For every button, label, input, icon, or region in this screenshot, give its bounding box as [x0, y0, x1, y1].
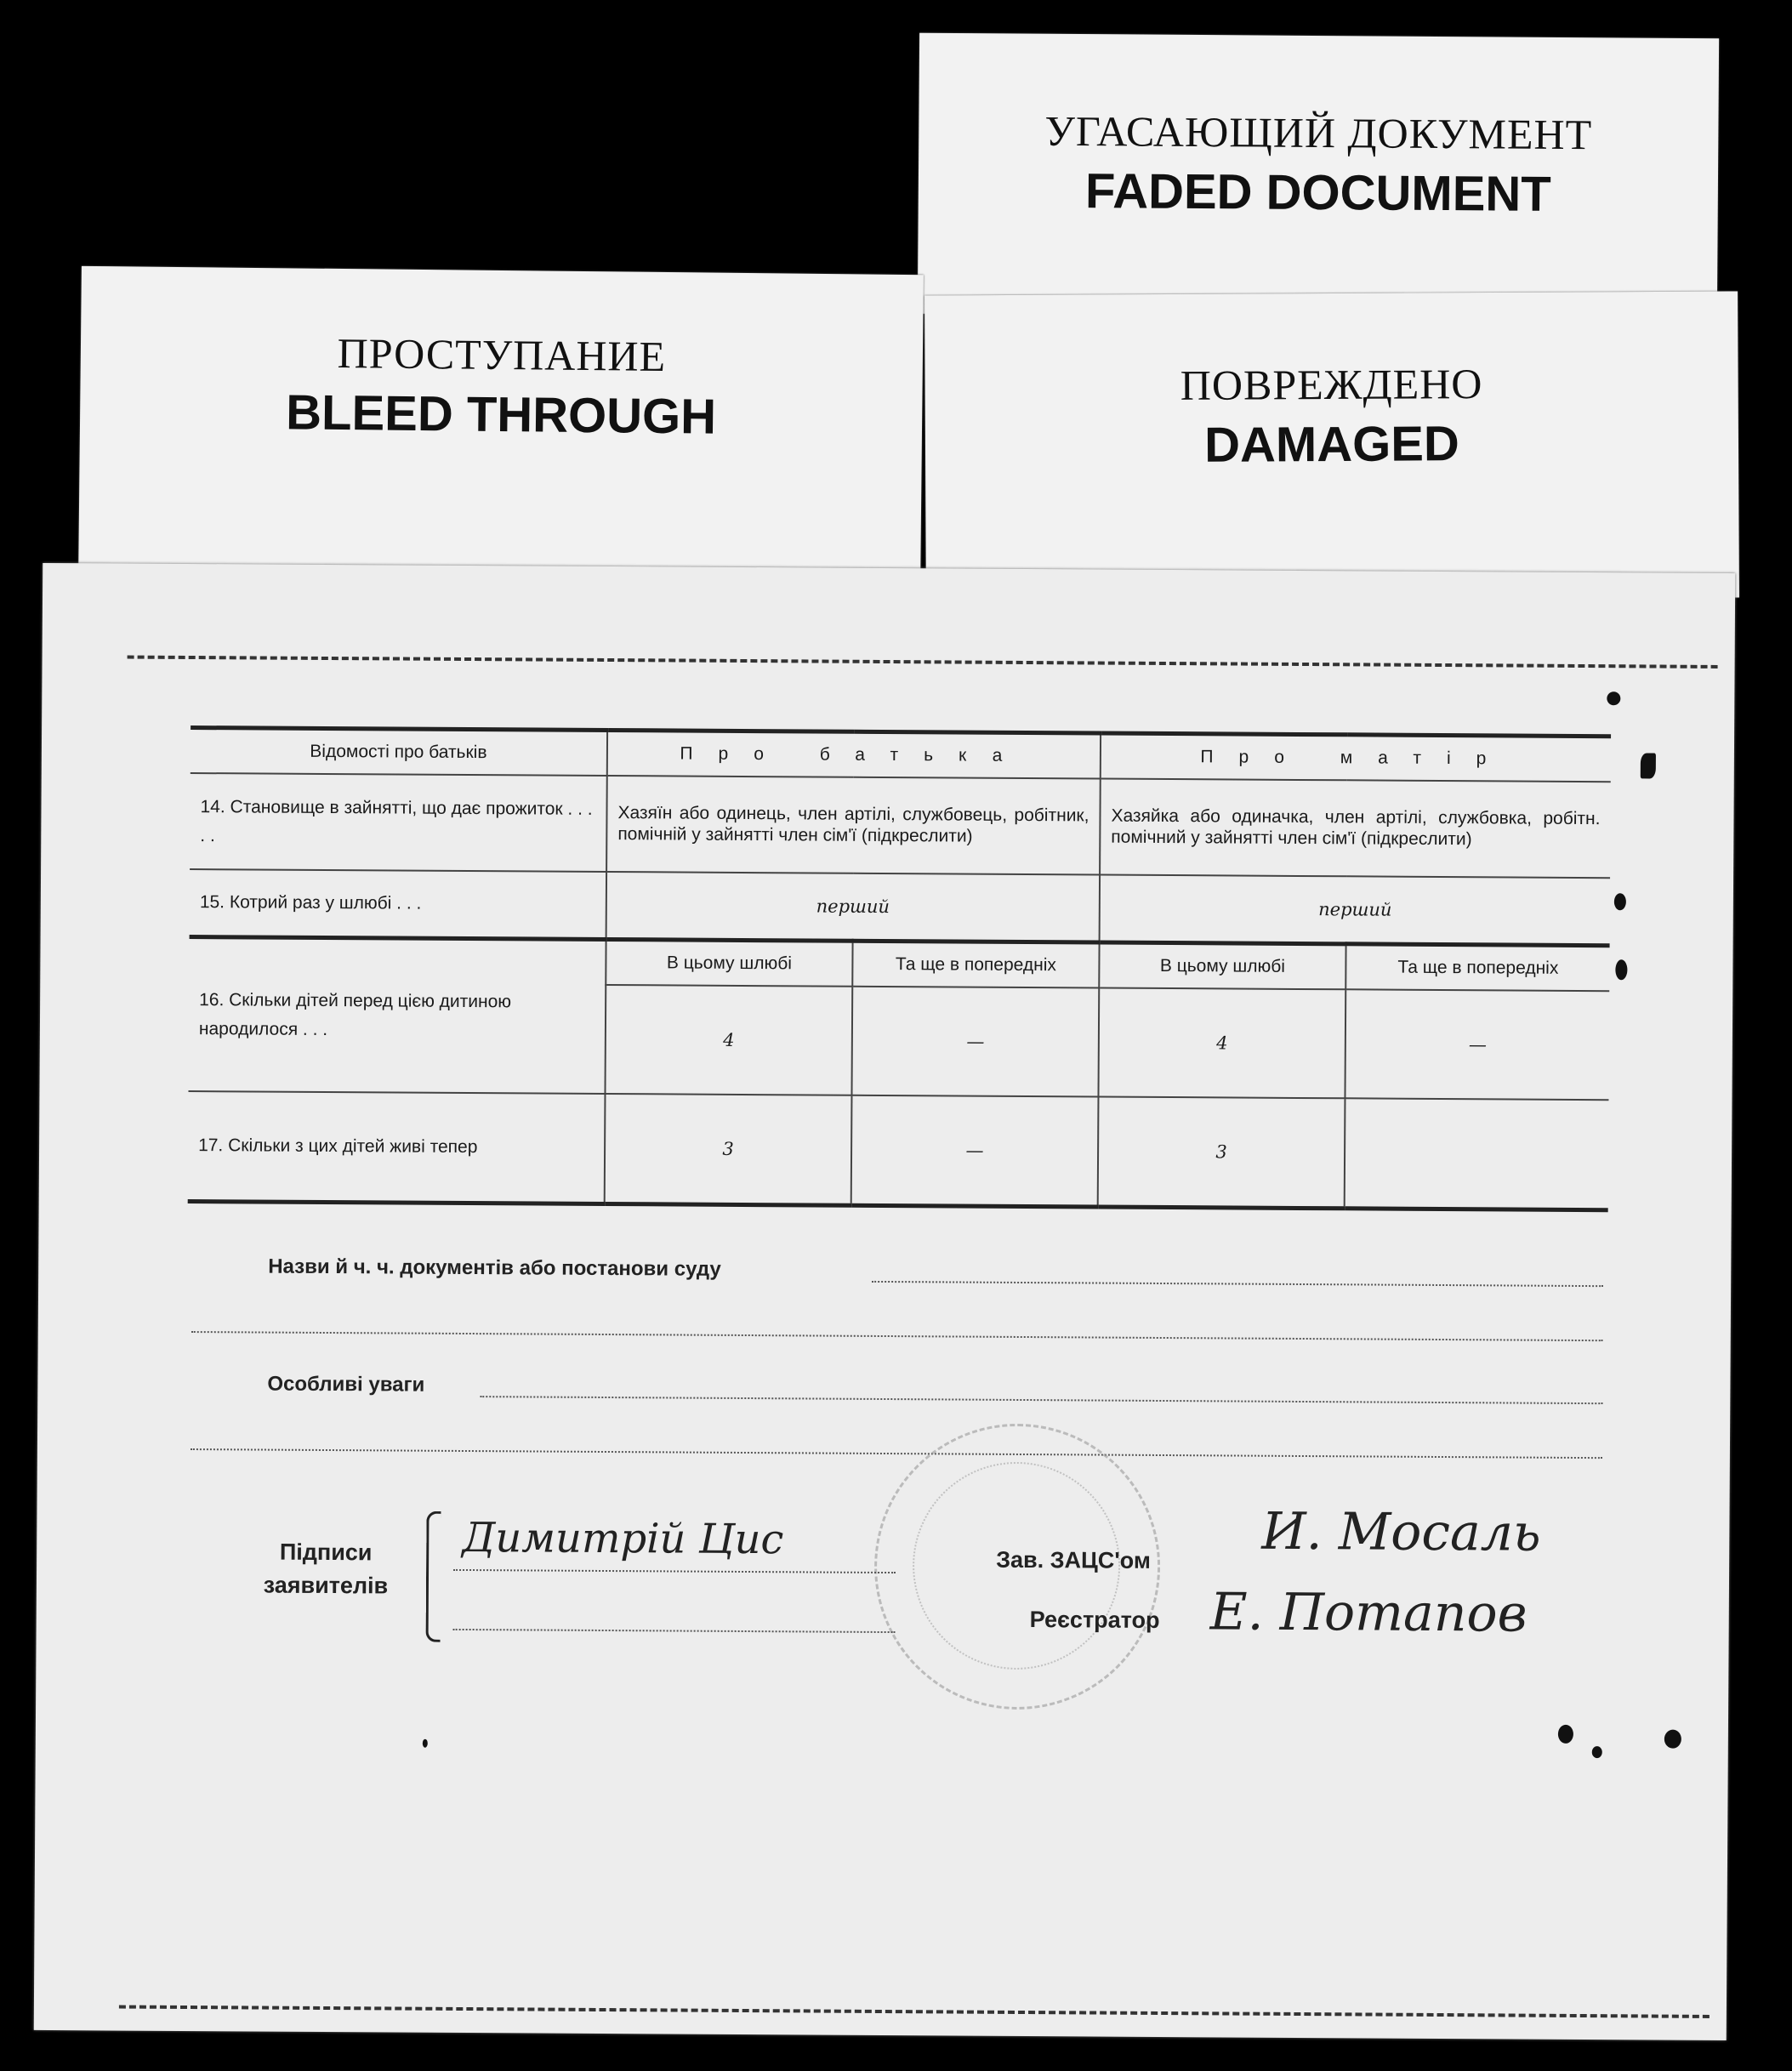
head-signature: И. Мосаль — [1261, 1501, 1541, 1563]
sub-mother-prev: Та ще в попередніх — [1345, 944, 1609, 991]
damaged-ru: ПОВРЕЖДЕНО — [1180, 360, 1483, 409]
row17-father-prev: — — [851, 1095, 1099, 1207]
row14-label: 14. Становище в зайнятті, що дає прожиток . . . . . — [190, 773, 607, 872]
row16-father-this: 4 — [605, 985, 852, 1095]
head-label: Зав. ЗАЦС'ом — [996, 1546, 1151, 1573]
row17-mother-this: 3 — [1098, 1097, 1345, 1209]
bleed-through-ru: ПРОСТУПАНИЕ — [337, 328, 667, 381]
row14-mother-options: Хазяйка або одиначка, член артілі, службовка, робітн. помічний у зайнятті член сім'ї (підкреслити) — [1100, 779, 1611, 879]
registrar-label: Реєстратор — [1029, 1607, 1160, 1633]
applicant-signature: Димитрій Цис — [462, 1513, 784, 1564]
notes-line-2 — [191, 1448, 1602, 1459]
row16-mother-this: 4 — [1098, 988, 1345, 1099]
parents-info-table — [188, 725, 1611, 1212]
row15-father-value: перший — [606, 872, 1100, 942]
sub-father-this: В цьому шлюбі — [606, 939, 852, 986]
documents-line-1 — [872, 1281, 1603, 1287]
faded-document-ru: УГАСАЮЩИЙ ДОКУМЕНТ — [1044, 106, 1593, 159]
notes-label: Особливі уваги — [267, 1372, 425, 1397]
documents-label: Назви й ч. ч. документів або постанови суду — [268, 1255, 721, 1281]
bleed-through-card — [78, 266, 924, 589]
applicant-line-2 — [453, 1629, 896, 1633]
row15-label: 15. Котрий раз у шлюбі . . . — [190, 869, 606, 939]
row15-mother-value: перший — [1100, 875, 1610, 946]
applicants-brace — [426, 1511, 441, 1642]
damaged-en: DAMAGED — [1203, 416, 1459, 473]
bleed-through-en: BLEED THROUGH — [285, 384, 717, 445]
perforation-top — [128, 656, 1718, 669]
notes-line-1 — [480, 1396, 1602, 1404]
faded-document-en: FADED DOCUMENT — [1084, 163, 1551, 222]
row17-father-this: 3 — [605, 1094, 852, 1205]
documents-line-2 — [191, 1331, 1603, 1341]
row16-father-prev: — — [851, 987, 1099, 1097]
damage-blot — [1592, 1746, 1602, 1758]
row17-label: 17. Скільки з цих дітей живі тепер — [188, 1091, 606, 1203]
header-father: Про батька — [607, 730, 1101, 778]
row16-label: 16. Скільки дітей перед цією дитиною народилося . . . — [188, 936, 606, 1093]
header-parents: Відомості про батьків — [191, 728, 607, 776]
registrar-signature: Е. Потапов — [1209, 1582, 1527, 1644]
applicant-line-1 — [453, 1569, 896, 1573]
damage-blot — [423, 1739, 428, 1748]
damage-blot — [1641, 753, 1656, 778]
damage-blot — [1664, 1730, 1681, 1749]
faded-document-card — [918, 33, 1719, 320]
row17-mother-prev — [1345, 1098, 1609, 1209]
header-mother: Про матір — [1101, 733, 1611, 782]
sub-father-prev: Та ще в попередніх — [852, 941, 1099, 987]
damage-blot — [1614, 893, 1626, 910]
perforation-bottom — [119, 2006, 1710, 2018]
applicants-label: Підписи заявителів — [263, 1539, 389, 1599]
damage-blot — [1607, 691, 1620, 705]
damage-blot — [1615, 959, 1627, 980]
damaged-card — [924, 291, 1739, 601]
sub-mother-this: В цьому шлюбі — [1099, 942, 1345, 989]
row14-father-options: Хазяїн або одинець, член артілі, службовець, робітник, помічній у зайнятті член сім'ї (підкреслити) — [606, 776, 1101, 875]
row16-mother-prev: — — [1345, 989, 1609, 1100]
registry-document — [34, 563, 1736, 2040]
damage-blot — [1558, 1725, 1573, 1744]
